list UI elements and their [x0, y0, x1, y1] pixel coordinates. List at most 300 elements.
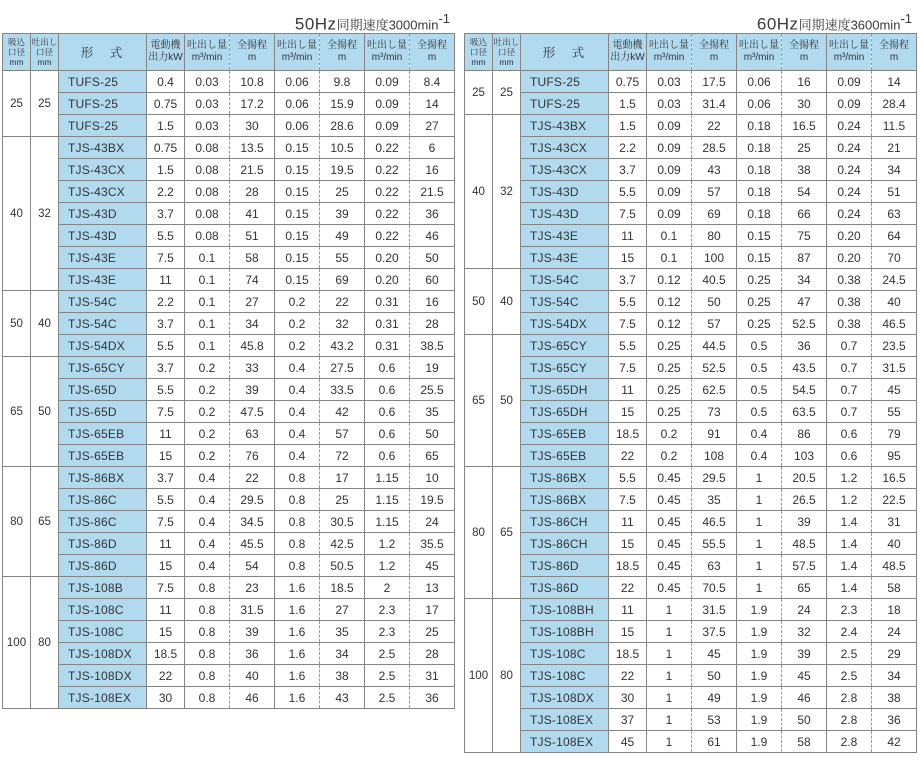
flow-cell: 0.09 [647, 203, 692, 225]
power-cell: 18.5 [609, 555, 647, 577]
power-cell: 5.5 [147, 379, 185, 401]
flow-cell: 0.18 [737, 203, 782, 225]
power-cell: 11 [147, 599, 185, 621]
table-row [465, 71, 917, 93]
table-row [465, 203, 917, 225]
flow-cell: 1 [647, 643, 692, 665]
header-row [3, 34, 455, 71]
model-cell: TJS-54C [59, 291, 147, 313]
power-cell: 15 [609, 533, 647, 555]
flow-cell: 0.20 [827, 247, 872, 269]
flow-cell: 0.2 [275, 335, 320, 357]
head-cell: 6 [410, 137, 455, 159]
model-cell: TUFS-25 [59, 115, 147, 137]
model-cell: TJS-108C [59, 599, 147, 621]
head-cell: 28 [410, 643, 455, 665]
head-cell: 13.5 [230, 137, 275, 159]
title-superscript: -1 [900, 11, 912, 26]
head-cell: 52.5 [692, 357, 737, 379]
flow-cell: 0.2 [275, 291, 320, 313]
flow-cell: 0.4 [185, 511, 230, 533]
flow-cell: 0.2 [647, 423, 692, 445]
head-cell: 9.8 [320, 71, 365, 93]
head-cell: 46.5 [692, 511, 737, 533]
head-cell: 69 [320, 269, 365, 291]
flow-cell: 0.8 [185, 577, 230, 599]
head-cell: 11.5 [872, 115, 917, 137]
table-row [465, 379, 917, 401]
flow-cell: 0.2 [185, 379, 230, 401]
table-row [3, 665, 455, 687]
flow-cell: 0.09 [647, 137, 692, 159]
model-cell: TJS-43E [521, 225, 609, 247]
power-cell: 2.2 [147, 181, 185, 203]
head-cell: 58 [230, 247, 275, 269]
header-head-1: 全揚程 m [692, 34, 737, 71]
model-cell: TJS-65DH [521, 401, 609, 423]
flow-cell: 1.6 [275, 687, 320, 709]
head-cell: 23.5 [872, 335, 917, 357]
model-cell: TJS-54DX [521, 313, 609, 335]
head-cell: 29 [872, 643, 917, 665]
head-cell: 16.5 [872, 467, 917, 489]
suction-diameter-cell: 65 [465, 335, 493, 467]
flow-cell: 0.4 [275, 423, 320, 445]
power-cell: 3.7 [147, 357, 185, 379]
table-row [3, 291, 455, 313]
head-cell: 35.5 [410, 533, 455, 555]
flow-cell: 0.8 [275, 467, 320, 489]
header-motor-output: 電動機 出力kW [609, 34, 647, 71]
flow-cell: 2.3 [365, 621, 410, 643]
flow-cell: 1.6 [275, 665, 320, 687]
header-motor-output: 電動機 出力kW [147, 34, 185, 71]
head-cell: 72 [320, 445, 365, 467]
table-row [465, 159, 917, 181]
flow-cell: 0.03 [185, 71, 230, 93]
flow-cell: 0.09 [365, 115, 410, 137]
head-cell: 65 [782, 577, 827, 599]
head-cell: 42 [320, 401, 365, 423]
power-cell: 3.7 [147, 203, 185, 225]
model-cell: TJS-43CX [521, 159, 609, 181]
head-cell: 65 [410, 445, 455, 467]
power-cell: 11 [609, 225, 647, 247]
flow-cell: 0.6 [365, 445, 410, 467]
head-cell: 27 [320, 599, 365, 621]
header-model: 形 式 [521, 34, 609, 71]
table-row [3, 379, 455, 401]
head-cell: 39 [320, 203, 365, 225]
power-cell: 2.2 [147, 291, 185, 313]
table-row [465, 467, 917, 489]
header-head-2: 全揚程 m [782, 34, 827, 71]
model-cell: TJS-65EB [521, 445, 609, 467]
title-superscript: -1 [438, 11, 450, 26]
power-cell: 5.5 [147, 335, 185, 357]
power-cell: 7.5 [609, 357, 647, 379]
head-cell: 35 [320, 621, 365, 643]
flow-cell: 1.2 [365, 555, 410, 577]
power-cell: 22 [609, 577, 647, 599]
power-cell: 3.7 [609, 159, 647, 181]
title-frequency: 50Hz [294, 14, 337, 34]
model-cell: TJS-108DX [521, 687, 609, 709]
model-cell: TJS-65EB [59, 445, 147, 467]
flow-cell: 0.4 [275, 401, 320, 423]
head-cell: 27.5 [320, 357, 365, 379]
head-cell: 45.5 [230, 533, 275, 555]
flow-cell: 1.9 [737, 621, 782, 643]
head-cell: 46.5 [872, 313, 917, 335]
table-row [3, 401, 455, 423]
head-cell: 30 [782, 93, 827, 115]
title-speed: 同期速度3600min [798, 17, 901, 33]
model-cell: TJS-43E [59, 269, 147, 291]
head-cell: 23 [230, 577, 275, 599]
flow-cell: 1.9 [737, 709, 782, 731]
flow-cell: 0.24 [827, 181, 872, 203]
flow-cell: 0.15 [737, 247, 782, 269]
head-cell: 22.5 [872, 489, 917, 511]
flow-cell: 0.4 [275, 357, 320, 379]
flow-cell: 0.4 [275, 445, 320, 467]
head-cell: 95 [872, 445, 917, 467]
suction-diameter-cell: 80 [465, 467, 493, 599]
model-cell: TJS-54C [521, 291, 609, 313]
head-cell: 57 [692, 313, 737, 335]
title-speed: 同期速度3000min [336, 17, 439, 33]
model-cell: TJS-86D [59, 533, 147, 555]
suction-diameter-cell: 25 [3, 71, 31, 137]
head-cell: 43 [692, 159, 737, 181]
model-cell: TJS-108EX [521, 731, 609, 753]
head-cell: 34 [782, 269, 827, 291]
flow-cell: 0.8 [185, 621, 230, 643]
head-cell: 46 [782, 687, 827, 709]
flow-cell: 0.4 [185, 533, 230, 555]
head-cell: 50 [410, 247, 455, 269]
header-discharge-diameter: 吐出し 口径 mm [31, 34, 59, 71]
head-cell: 25 [782, 137, 827, 159]
model-cell: TJS-54C [521, 269, 609, 291]
power-cell: 11 [147, 269, 185, 291]
header-head-2: 全揚程 m [320, 34, 365, 71]
head-cell: 76 [230, 445, 275, 467]
head-cell: 50 [692, 291, 737, 313]
head-cell: 79 [872, 423, 917, 445]
head-cell: 66 [782, 203, 827, 225]
header-flow-3: 吐出し量 m³/min [827, 34, 872, 71]
flow-cell: 0.6 [365, 357, 410, 379]
head-cell: 27 [410, 115, 455, 137]
flow-cell: 1 [737, 555, 782, 577]
table-row [465, 423, 917, 445]
power-cell: 0.75 [609, 71, 647, 93]
table-row [465, 181, 917, 203]
flow-cell: 0.25 [737, 313, 782, 335]
head-cell: 20.5 [782, 467, 827, 489]
discharge-diameter-cell: 32 [31, 137, 59, 291]
flow-cell: 0.03 [185, 115, 230, 137]
head-cell: 51 [230, 225, 275, 247]
head-cell: 45 [692, 643, 737, 665]
flow-cell: 0.5 [737, 379, 782, 401]
flow-cell: 0.45 [647, 533, 692, 555]
head-cell: 63 [692, 555, 737, 577]
flow-cell: 0.22 [365, 137, 410, 159]
flow-cell: 0.8 [185, 643, 230, 665]
discharge-diameter-cell: 25 [493, 71, 521, 115]
flow-cell: 0.24 [827, 137, 872, 159]
model-cell: TJS-86CH [521, 511, 609, 533]
pump-spec-table-50hz [2, 33, 455, 709]
flow-cell: 0.25 [647, 335, 692, 357]
head-cell: 33.5 [320, 379, 365, 401]
flow-cell: 2.4 [827, 621, 872, 643]
head-cell: 25 [410, 621, 455, 643]
head-cell: 57 [692, 181, 737, 203]
table-row [465, 511, 917, 533]
head-cell: 34 [872, 665, 917, 687]
power-cell: 22 [147, 665, 185, 687]
head-cell: 31 [410, 665, 455, 687]
title-frequency: 60Hz [756, 14, 799, 34]
head-cell: 14 [872, 71, 917, 93]
power-cell: 5.5 [147, 225, 185, 247]
suction-diameter-cell: 100 [3, 577, 31, 709]
flow-cell: 0.5 [737, 335, 782, 357]
head-cell: 50.5 [320, 555, 365, 577]
head-cell: 38 [872, 687, 917, 709]
head-cell: 44.5 [692, 335, 737, 357]
head-cell: 16.5 [782, 115, 827, 137]
flow-cell: 0.38 [827, 269, 872, 291]
model-cell: TUFS-25 [521, 93, 609, 115]
power-cell: 0.75 [147, 93, 185, 115]
head-cell: 31.4 [692, 93, 737, 115]
head-cell: 34 [320, 643, 365, 665]
flow-cell: 0.22 [365, 159, 410, 181]
flow-cell: 1.15 [365, 511, 410, 533]
flow-cell: 2.3 [827, 599, 872, 621]
head-cell: 37.5 [692, 621, 737, 643]
table-title-50hz [2, 8, 453, 34]
model-cell: TJS-43E [521, 247, 609, 269]
table-row [3, 643, 455, 665]
head-cell: 50 [692, 665, 737, 687]
discharge-diameter-cell: 80 [493, 599, 521, 753]
model-cell: TJS-65CY [521, 357, 609, 379]
flow-cell: 1.9 [737, 687, 782, 709]
head-cell: 40 [872, 291, 917, 313]
flow-cell: 1.4 [827, 511, 872, 533]
model-cell: TJS-43CX [521, 137, 609, 159]
model-cell: TJS-43D [59, 203, 147, 225]
model-cell: TJS-65DH [521, 379, 609, 401]
head-cell: 28 [410, 313, 455, 335]
flow-cell: 0.2 [185, 401, 230, 423]
table-block-50hz [2, 8, 453, 753]
suction-diameter-cell: 40 [3, 137, 31, 291]
flow-cell: 0.15 [737, 225, 782, 247]
power-cell: 30 [609, 687, 647, 709]
head-cell: 17.2 [230, 93, 275, 115]
head-cell: 26.5 [782, 489, 827, 511]
flow-cell: 2.5 [827, 643, 872, 665]
power-cell: 22 [609, 445, 647, 467]
head-cell: 31.5 [872, 357, 917, 379]
flow-cell: 0.4 [185, 467, 230, 489]
head-cell: 24 [782, 599, 827, 621]
head-cell: 80 [692, 225, 737, 247]
flow-cell: 0.25 [737, 291, 782, 313]
flow-cell: 0.45 [647, 489, 692, 511]
flow-cell: 1.6 [275, 599, 320, 621]
power-cell: 7.5 [147, 401, 185, 423]
flow-cell: 0.18 [737, 159, 782, 181]
head-cell: 34.5 [230, 511, 275, 533]
power-cell: 1.5 [147, 159, 185, 181]
head-cell: 39 [782, 643, 827, 665]
flow-cell: 0.8 [185, 599, 230, 621]
table-row [465, 137, 917, 159]
model-cell: TJS-108C [59, 621, 147, 643]
head-cell: 18 [872, 599, 917, 621]
table-row [465, 247, 917, 269]
head-cell: 55 [872, 401, 917, 423]
flow-cell: 0.18 [737, 137, 782, 159]
flow-cell: 2.5 [365, 665, 410, 687]
head-cell: 19 [410, 357, 455, 379]
flow-cell: 0.6 [365, 379, 410, 401]
table-row [465, 445, 917, 467]
flow-cell: 0.25 [737, 269, 782, 291]
head-cell: 25 [320, 181, 365, 203]
model-cell: TJS-86D [521, 577, 609, 599]
table-title-60hz [464, 8, 915, 34]
head-cell: 36 [872, 709, 917, 731]
head-cell: 49 [692, 687, 737, 709]
flow-cell: 0.03 [647, 71, 692, 93]
flow-cell: 0.8 [275, 511, 320, 533]
suction-diameter-cell: 50 [3, 291, 31, 357]
table-row [3, 445, 455, 467]
power-cell: 15 [147, 555, 185, 577]
power-cell: 15 [609, 401, 647, 423]
flow-cell: 1 [737, 577, 782, 599]
head-cell: 28.5 [692, 137, 737, 159]
table-row [465, 291, 917, 313]
flow-cell: 0.08 [185, 225, 230, 247]
flow-cell: 1.15 [365, 489, 410, 511]
flow-cell: 0.1 [185, 291, 230, 313]
model-cell: TJS-43D [521, 203, 609, 225]
flow-cell: 0.15 [275, 269, 320, 291]
head-cell: 28 [230, 181, 275, 203]
flow-cell: 0.08 [185, 159, 230, 181]
table-row [3, 511, 455, 533]
head-cell: 38 [320, 665, 365, 687]
model-cell: TJS-108BH [521, 621, 609, 643]
head-cell: 74 [230, 269, 275, 291]
flow-cell: 0.24 [827, 159, 872, 181]
model-cell: TJS-86CH [521, 533, 609, 555]
head-cell: 45 [410, 555, 455, 577]
flow-cell: 0.2 [275, 313, 320, 335]
head-cell: 17.5 [692, 71, 737, 93]
head-cell: 39 [782, 511, 827, 533]
head-cell: 16 [410, 291, 455, 313]
head-cell: 40 [872, 533, 917, 555]
header-flow-1: 吐出し量 m³/min [185, 34, 230, 71]
flow-cell: 0.15 [275, 247, 320, 269]
head-cell: 10.8 [230, 71, 275, 93]
discharge-diameter-cell: 80 [31, 577, 59, 709]
table-row [3, 159, 455, 181]
head-cell: 47.5 [230, 401, 275, 423]
flow-cell: 0.8 [185, 687, 230, 709]
flow-cell: 0.6 [365, 423, 410, 445]
head-cell: 21.5 [230, 159, 275, 181]
head-cell: 53 [692, 709, 737, 731]
head-cell: 36 [230, 643, 275, 665]
head-cell: 21 [872, 137, 917, 159]
head-cell: 57 [320, 423, 365, 445]
head-cell: 57.5 [782, 555, 827, 577]
suction-diameter-cell: 80 [3, 467, 31, 577]
flow-cell: 0.5 [737, 357, 782, 379]
flow-cell: 0.25 [647, 379, 692, 401]
power-cell: 22 [609, 665, 647, 687]
discharge-diameter-cell: 25 [31, 71, 59, 137]
head-cell: 10 [410, 467, 455, 489]
model-cell: TJS-43E [59, 247, 147, 269]
power-cell: 5.5 [609, 335, 647, 357]
table-row [465, 709, 917, 731]
head-cell: 17 [410, 599, 455, 621]
head-cell: 22 [230, 467, 275, 489]
head-cell: 14 [410, 93, 455, 115]
head-cell: 40.5 [692, 269, 737, 291]
header-suction-diameter: 吸込 口径 mm [465, 34, 493, 71]
suction-diameter-cell: 50 [465, 269, 493, 335]
flow-cell: 1.2 [365, 533, 410, 555]
head-cell: 41 [230, 203, 275, 225]
table-row [465, 687, 917, 709]
flow-cell: 0.03 [647, 93, 692, 115]
head-cell: 55 [320, 247, 365, 269]
power-cell: 5.5 [609, 467, 647, 489]
flow-cell: 0.31 [365, 335, 410, 357]
power-cell: 0.75 [147, 137, 185, 159]
head-cell: 43.2 [320, 335, 365, 357]
head-cell: 70 [872, 247, 917, 269]
flow-cell: 0.20 [365, 247, 410, 269]
flow-cell: 0.25 [647, 357, 692, 379]
table-row [465, 93, 917, 115]
head-cell: 63 [872, 203, 917, 225]
head-cell: 100 [692, 247, 737, 269]
table-row [3, 137, 455, 159]
table-row [465, 225, 917, 247]
head-cell: 75 [782, 225, 827, 247]
table-row [3, 599, 455, 621]
table-row [3, 93, 455, 115]
suction-diameter-cell: 25 [465, 71, 493, 115]
table-row [465, 533, 917, 555]
model-cell: TJS-43D [521, 181, 609, 203]
